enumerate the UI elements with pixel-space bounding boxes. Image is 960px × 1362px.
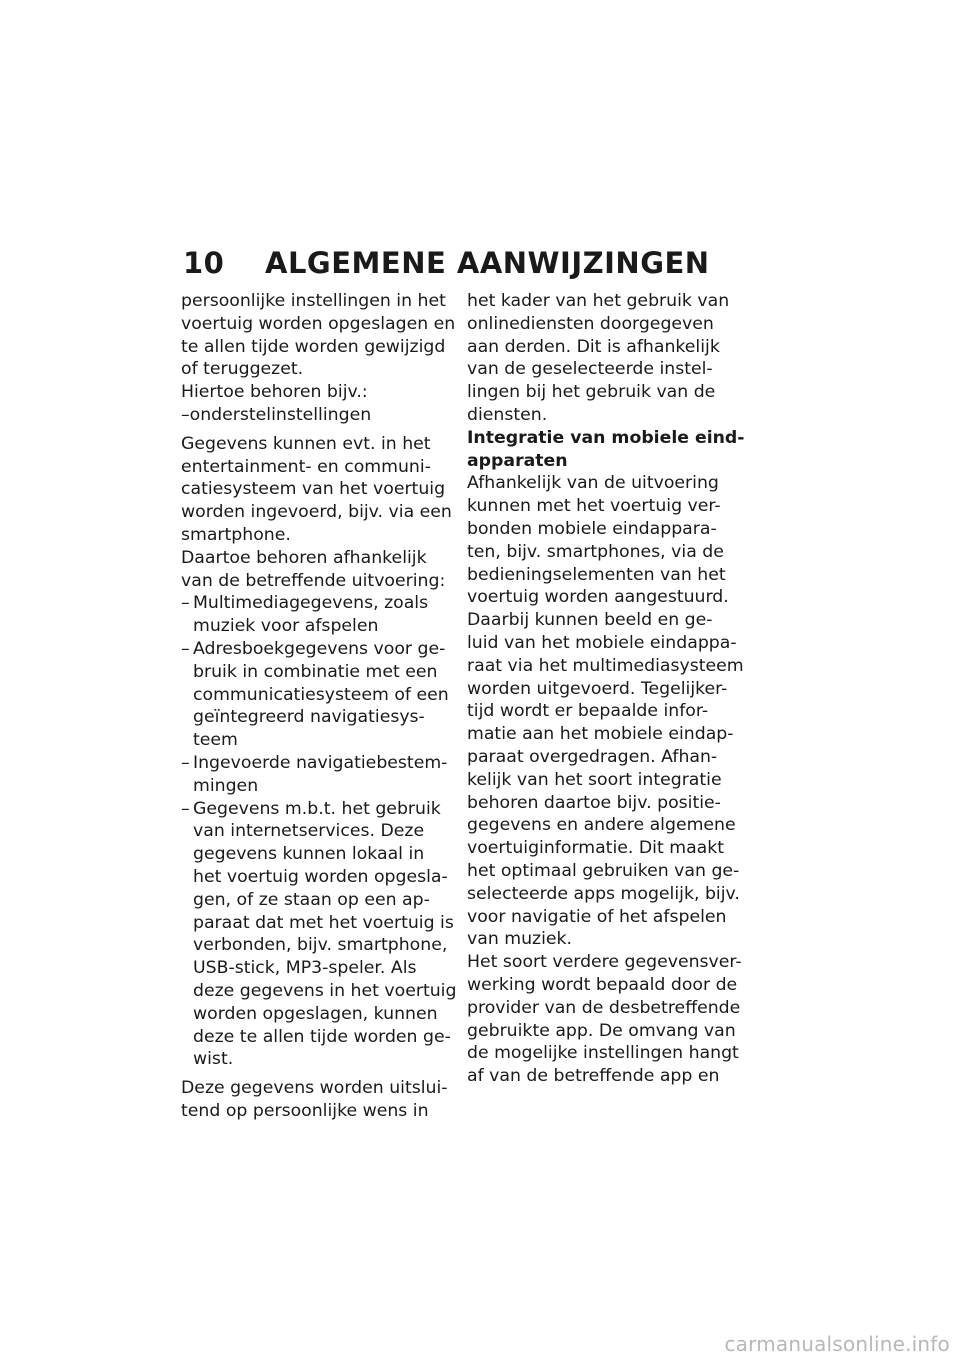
bullet-continuation: geïntegreerd navigatiesys- (193, 707, 425, 728)
text-line: het kader van het gebruik van (467, 291, 730, 311)
text-line: of teruggezet. (181, 359, 304, 380)
text-line: paraat overgedragen. Afhan- (467, 746, 718, 767)
text-line: tijd wordt er bepaalde infor- (467, 701, 709, 722)
text-line: matie aan het mobiele eindap- (467, 724, 734, 745)
bullet-continuation: bruik in combinatie met een (193, 661, 438, 682)
page-number: 10 (183, 246, 225, 280)
bullet-continuation: gegevens kunnen lokaal in (193, 844, 425, 865)
text-line: voertuiginformatie. Dit maakt (467, 838, 725, 859)
bullet-continuation: muziek voor afspelen (193, 616, 379, 637)
bullet-item: –onderstelinstellingen (181, 404, 372, 425)
bullet-continuation: van internetservices. Deze (193, 821, 425, 842)
text-line: worden uitgevoerd. Tegelijker- (467, 678, 728, 699)
page-header (183, 243, 710, 283)
text-line: Daartoe behoren afhankelijk (181, 547, 427, 568)
text-line: Gegevens kunnen evt. in het (181, 433, 431, 454)
text-line: Afhankelijk van de uitvoering (467, 473, 719, 494)
text-line: lingen bij het gebruik van de (467, 382, 716, 403)
text-line: Daarbij kunnen beeld en ge- (467, 610, 713, 631)
text-line: werking wordt bepaald door de (467, 974, 738, 995)
text-line: behoren daartoe bijv. positie- (467, 792, 721, 813)
right-column (467, 290, 745, 1088)
text-line: gebruikte app. De omvang van (467, 1020, 736, 1041)
bullet-continuation: deze te allen tijde worden ge- (193, 1026, 451, 1047)
text-line: te allen tijde worden gewijzigd (181, 336, 446, 357)
text-line: diensten. (467, 404, 548, 425)
text-line: persoonlijke instellingen in het (181, 291, 446, 311)
text-line: bonden mobiele eindappara- (467, 518, 717, 539)
bullet-item: – Gegevens m.b.t. het gebruik (181, 798, 441, 819)
text-line: van de betreffende uitvoering: (181, 570, 446, 591)
text-line: worden ingevoerd, bijv. via een (181, 502, 452, 523)
section-heading: Integratie van mobiele eind- (467, 427, 745, 448)
text-line: tend op persoonlijke wens in (181, 1100, 429, 1121)
bullet-continuation: communicatiesysteem of een (193, 684, 449, 705)
text-line: onlinediensten doorgegeven (467, 313, 714, 334)
text-line: provider van de desbetreffende (467, 997, 741, 1018)
text-line: gegevens en andere algemene (467, 815, 736, 836)
text-line: selecteerde apps mogelijk, bijv. (467, 883, 740, 904)
text-line: aan derden. Dit is afhankelijk (467, 336, 720, 357)
text-line: kunnen met het voertuig ver- (467, 496, 721, 517)
text-line: van de geselecteerde instel- (467, 359, 713, 380)
bullet-item: – Ingevoerde navigatiebestem- (181, 752, 448, 773)
bullet-continuation: paraat dat met het voertuig is (193, 912, 454, 933)
text-line: af van de betreffende app en (467, 1066, 720, 1087)
text-line: bedieningselementen van het (467, 564, 726, 585)
text-line: catiesysteem van het voertuig (181, 479, 446, 500)
text-line: raat via het multimediasysteem (467, 655, 744, 676)
text-line: Het soort verdere gegevensver- (467, 952, 742, 973)
text-line: van muziek. (467, 929, 573, 950)
bullet-item: – Multimediagegevens, zoals (181, 593, 429, 614)
bullet-continuation: wist. (193, 1049, 234, 1070)
bullet-continuation: worden opgeslagen, kunnen (193, 1003, 438, 1024)
text-line: Deze gegevens worden uitslui- (181, 1078, 448, 1099)
text-line: smartphone. (181, 524, 291, 545)
bullet-continuation: gen, of ze staan op een ap- (193, 889, 430, 910)
text-line: voertuig worden aangestuurd. (467, 587, 729, 608)
text-line: het optimaal gebruiken van ge- (467, 860, 740, 881)
text-line: kelijk van het soort integratie (467, 769, 722, 790)
bullet-continuation: mingen (193, 775, 259, 796)
bullet-continuation: deze gegevens in het voertuig (193, 980, 457, 1001)
text-line: luid van het mobiele eindappa- (467, 632, 737, 653)
section-heading: apparaten (467, 450, 568, 471)
bullet-continuation: het voertuig worden opgesla- (193, 866, 448, 887)
bullet-item: – Adresboekgegevens voor ge- (181, 638, 446, 659)
bullet-continuation: verbonden, bijv. smartphone, (193, 935, 448, 956)
text-line: ten, bijv. smartphones, via de (467, 541, 724, 562)
left-column (181, 290, 457, 1123)
text-line: voertuig worden opgeslagen en (181, 313, 456, 334)
chapter-title: ALGEMENE AANWIJZINGEN (265, 246, 710, 280)
text-line: voor navigatie of het afspelen (467, 906, 727, 927)
text-line: Hiertoe behoren bijv.: (181, 382, 368, 403)
bullet-continuation: USB-stick, MP3-speler. Als (193, 958, 417, 979)
text-line: de mogelijke instellingen hangt (467, 1043, 739, 1064)
watermark-text: carmanualsonline.info (724, 1332, 950, 1356)
text-line: entertainment- en communi- (181, 456, 431, 477)
bullet-continuation: teem (193, 730, 238, 751)
